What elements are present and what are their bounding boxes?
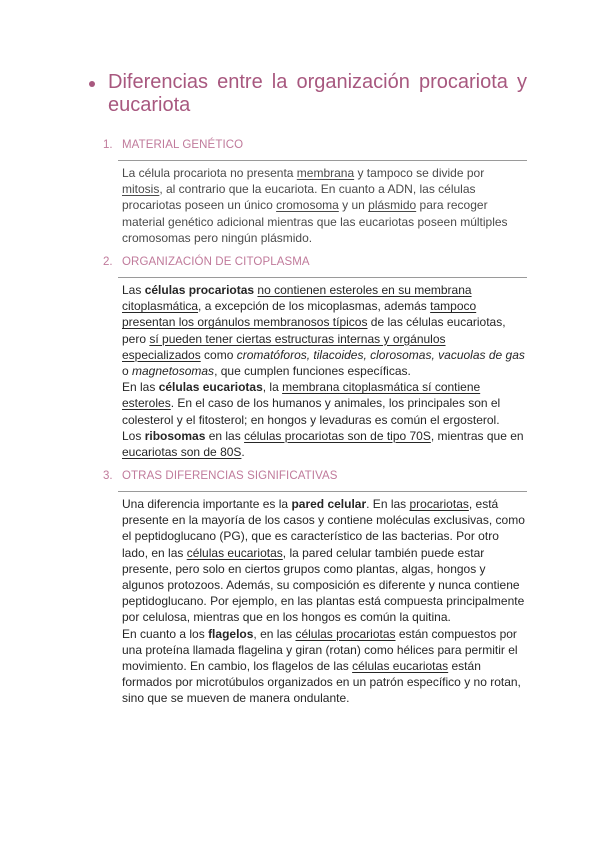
underlined-term: especializados [122, 347, 201, 362]
bold-term: células eucariotas [158, 380, 263, 395]
page-title: Diferencias entre la organización procariota y eucariota [108, 71, 527, 116]
underlined-term: plásmido [368, 198, 417, 213]
section-number: 3. [103, 470, 113, 482]
text-run: En cuanto a los [122, 626, 209, 641]
paragraph-line [122, 674, 525, 690]
text-run: peptidoglucano. Por ejemplo, en las plantas está compuesta principalmente [122, 594, 525, 609]
underlined-term: presentan los orgánulos membranosos típicos [122, 315, 368, 330]
paragraph-line [122, 428, 525, 444]
text-run: cromosomas pero ningún plásmido. [122, 230, 313, 245]
text-run: . [241, 444, 245, 459]
section-paragraph [122, 282, 525, 460]
paragraph-line [122, 561, 525, 577]
underlined-term: eucariotas son de 80S [122, 444, 242, 459]
text-run: . En las [366, 497, 410, 511]
paragraph-line [122, 363, 525, 379]
text-run: para recoger [416, 198, 488, 213]
section-number: 1. [103, 139, 113, 151]
paragraph-line [122, 314, 525, 330]
paragraph-line [122, 379, 525, 395]
paragraph-line [122, 512, 525, 528]
section-heading: MATERIAL GENÉTICO [122, 139, 244, 151]
text-run: y tampoco se divide por [354, 166, 485, 180]
underlined-term: mitosis [122, 182, 160, 197]
paragraph-line [122, 545, 525, 561]
underlined-term: células procariotas son de tipo 70S [244, 428, 431, 443]
text-run: el peptidoglucano (PG), que es característico de las bacterias. Por otro [122, 529, 499, 544]
text-run: de las células eucariotas, [367, 315, 506, 330]
bold-term: ribosomas [144, 428, 206, 443]
underlined-term: cromosoma [276, 198, 339, 213]
section-heading: ORGANIZACIÓN DE CITOPLASMA [122, 256, 310, 268]
paragraph-line [122, 230, 508, 246]
underlined-term: sí pueden tener ciertas estructuras internas y orgánulos [149, 331, 446, 346]
bold-term: pared celular [291, 497, 367, 511]
paragraph-line [122, 658, 525, 674]
text-run: Una diferencia importante es la [122, 497, 292, 511]
bullet-icon [89, 81, 95, 87]
paragraph-line [122, 528, 525, 544]
text-run: La célula procariota no presenta [122, 166, 297, 180]
text-run: presente, pero solo en ciertos grupos como plantas, algas, hongos y [122, 561, 486, 576]
text-run: En las [122, 380, 159, 395]
text-run: están compuestos por [395, 626, 517, 641]
text-run: Las [122, 283, 145, 297]
text-run: , al contrario que la eucariota. En cuanto a ADN, las células [159, 182, 476, 197]
paragraph-line [122, 282, 525, 298]
text-run: algunos protozoos. Además, su composición es diferente y nunca contiene [122, 577, 520, 592]
paragraph-line [122, 331, 525, 347]
text-run: colesterol y el fitosterol; en hongos y levaduras es común el ergosterol. [122, 412, 500, 427]
section-divider [118, 277, 527, 278]
text-run: en las [205, 428, 245, 443]
paragraph-line [122, 214, 508, 230]
text-run: están [448, 658, 481, 673]
text-run: formados por microtúbulos organizados en un patrón específico y no rotan, [122, 675, 521, 690]
bold-term: células procariotas [144, 283, 255, 297]
section-divider [118, 491, 527, 492]
section-number: 2. [103, 256, 113, 268]
paragraph-line [122, 690, 525, 706]
paragraph-line [122, 347, 525, 363]
text-run: y un [338, 198, 369, 213]
underlined-term: tampoco [430, 299, 477, 314]
text-run: lado, en las [122, 545, 187, 560]
text-run: una proteína llamada flagelina y giran (rotan) como hélices para permitir el [122, 642, 518, 657]
underlined-term: células eucariotas [186, 545, 283, 560]
paragraph-line [122, 395, 525, 411]
underlined-term: membrana citoplasmática sí contiene [282, 380, 481, 395]
text-run: , a excepción de los micoplasmas, además [198, 299, 431, 314]
section-divider [118, 160, 527, 161]
text-run: , la pared celular también puede estar [282, 545, 485, 560]
paragraph-line [122, 496, 525, 512]
underlined-term: células eucariotas [352, 658, 449, 673]
section-paragraph [122, 165, 508, 246]
text-run: movimiento. En cambio, los flagelos de las [122, 658, 353, 673]
paragraph-line [122, 412, 525, 428]
text-run: procariotas poseen un único [122, 198, 277, 213]
text-run: o [122, 363, 133, 378]
text-run: , mientras que en [430, 428, 524, 443]
italic-term: magnetosomas [132, 363, 215, 378]
underlined-term: no contienen esteroles en su membrana [257, 283, 472, 297]
paragraph-line [122, 298, 525, 314]
paragraph-line [122, 642, 525, 658]
underlined-term: citoplasmática [122, 299, 199, 314]
text-run: , está [468, 497, 499, 511]
text-run: como [200, 347, 237, 362]
bold-term: flagelos [208, 626, 254, 641]
paragraph-line [122, 181, 508, 197]
paragraph-line [122, 609, 525, 625]
section-paragraph [122, 496, 525, 706]
text-run: pero [122, 331, 150, 346]
underlined-term: procariotas [409, 497, 469, 511]
section-heading: OTRAS DIFERENCIAS SIGNIFICATIVAS [122, 470, 338, 482]
underlined-term: células procariotas [295, 626, 396, 641]
italic-term: cromatóforos, tilacoides, clorosomas, vacuolas de gas [236, 347, 525, 362]
text-run: , que cumplen funciones específicas. [214, 363, 411, 378]
underlined-term: membrana [296, 166, 355, 180]
paragraph-line [122, 197, 508, 213]
text-run: , la [262, 380, 283, 395]
text-run: . En el caso de los humanos y animales, los principales son el [170, 396, 501, 411]
paragraph-line [122, 593, 525, 609]
paragraph-line [122, 444, 525, 460]
paragraph-line [122, 165, 508, 181]
underlined-term: esteroles [122, 396, 171, 411]
text-run: , en las [253, 626, 296, 641]
text-run: material genético adicional mientras que las eucariotas poseen múltiples [122, 214, 508, 229]
text-run: por celulosa, mientras que en los hongos es común la quitina. [122, 610, 451, 625]
text-run: sino que se mueven de manera ondulante. [122, 691, 350, 706]
text-run: presente en la mayoría de los casos y contiene moléculas exclusivas, como [122, 513, 525, 528]
paragraph-line [122, 626, 525, 642]
text-run: Los [122, 428, 145, 443]
paragraph-line [122, 577, 525, 593]
